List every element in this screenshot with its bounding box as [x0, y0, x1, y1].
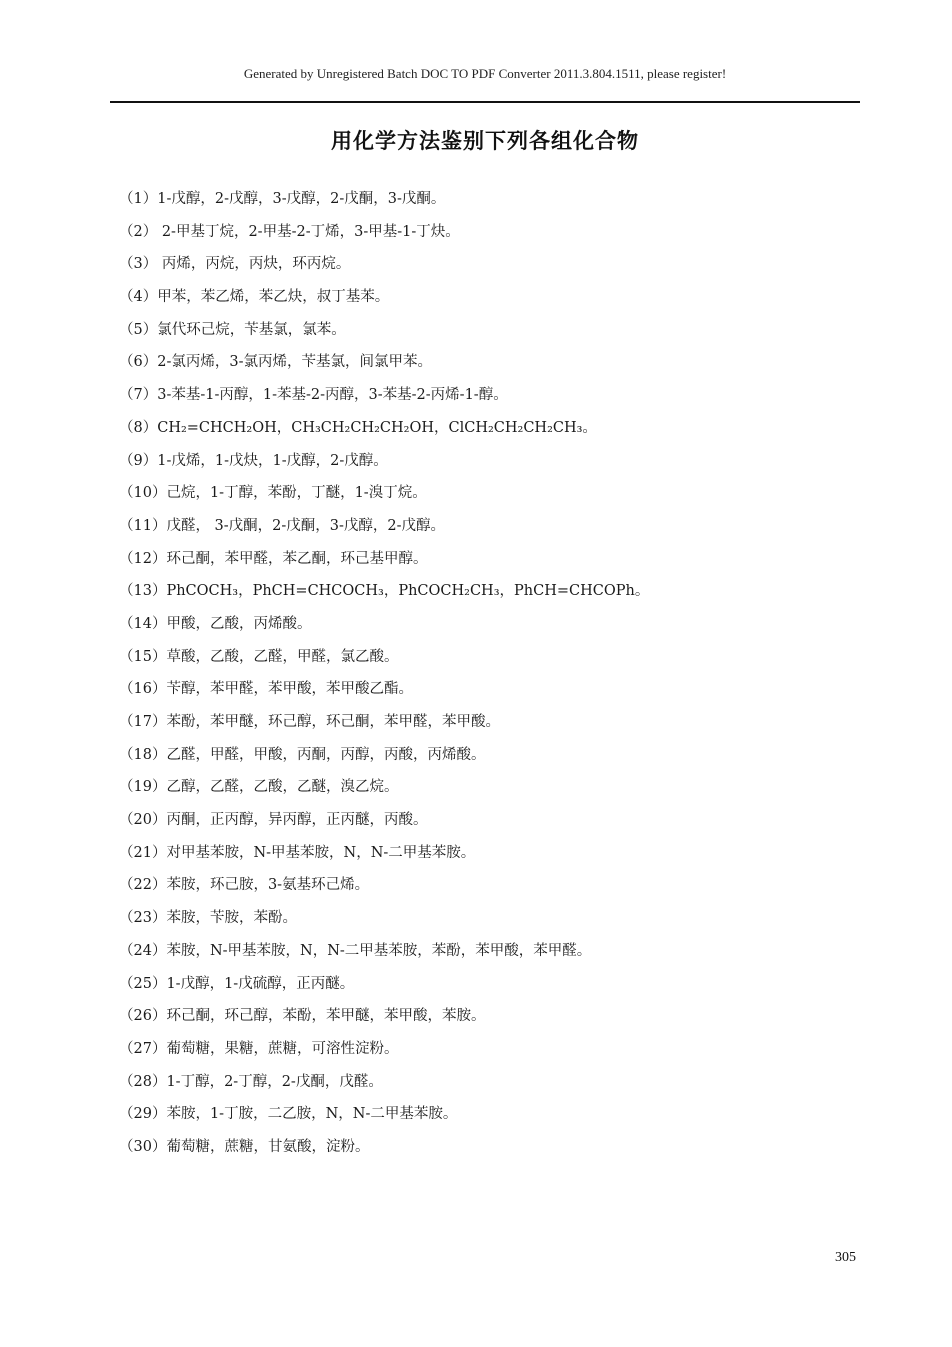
list-item: （19）乙醇，乙醛，乙酸，乙醚，溴乙烷。 — [119, 779, 399, 796]
converter-watermark-note: Generated by Unregistered Batch DOC TO PDF Converter 2011.3.804.1511, please register! — [243, 66, 727, 81]
list-item: （10）己烷，1-丁醇，苯酚，丁醚，1-溴丁烷。 — [119, 485, 427, 502]
list-item: （24）苯胺，N-甲基苯胺，N，N-二甲基苯胺，苯酚，苯甲酸，苯甲醛。 — [119, 942, 592, 959]
page-title: 用化学方法鉴别下列各组化合物 — [331, 128, 639, 153]
list-item: （1）1-戊醇，2-戊醇，3-戊醇，2-戊酮，3-戊酮。 — [119, 191, 446, 207]
list-item: （6）2-氯丙烯，3-氯丙烯，苄基氯，间氯甲苯。 — [119, 354, 432, 371]
list-item: （30）葡萄糖，蔗糖，甘氨酸，淀粉。 — [119, 1138, 370, 1155]
list-item: （3） 丙烯，丙烷，丙炔，环丙烷。 — [119, 256, 351, 273]
list-item: （23）苯胺，苄胺，苯酚。 — [119, 910, 297, 927]
list-item: （4）甲苯，苯乙烯，苯乙炔，叔丁基苯。 — [119, 289, 390, 306]
list-item: （21）对甲基苯胺，N-甲基苯胺，N，N-二甲基苯胺。 — [119, 844, 476, 861]
list-item: （9）1-戊烯，1-戊炔，1-戊醇，2-戊醇。 — [119, 452, 388, 469]
list-item: （7）3-苯基-1-丙醇，1-苯基-2-丙醇，3-苯基-2-丙烯-1-醇。 — [119, 387, 508, 404]
list-item: （17）苯酚，苯甲醚，环己醇，环己酮，苯甲醛，苯甲酸。 — [119, 714, 500, 730]
list-item: （14）甲酸，乙酸，丙烯酸。 — [119, 615, 312, 632]
question-list — [119, 186, 839, 1167]
list-item: （28）1-丁醇，2-丁醇，2-戊酮，戊醛。 — [119, 1073, 383, 1090]
header-divider — [110, 101, 860, 103]
list-item: （13）PhCOCH₃，PhCH=CHCOCH₃，PhCOCH₂CH₃，PhCH=CHCOPh。 — [119, 583, 650, 600]
list-item: （8）CH₂=CHCH₂OH，CH₃CH₂CH₂CH₂OH，ClCH₂CH₂CH₂CH₃。 — [119, 419, 597, 436]
list-item: （18）乙醛，甲醛，甲酸，丙酮，丙醇，丙酸，丙烯酸。 — [119, 746, 486, 763]
list-item: （12）环己酮，苯甲醛，苯乙酮，环己基甲醇。 — [119, 550, 428, 567]
list-item: （25）1-戊醇，1-戊硫醇，正丙醚。 — [119, 975, 355, 992]
list-item: （16）苄醇，苯甲醛，苯甲酸，苯甲酸乙酯。 — [119, 681, 413, 698]
list-item: （11）戊醛， 3-戊酮，2-戊酮，3-戊醇，2-戊醇。 — [119, 517, 446, 534]
list-item: （5）氯代环己烷，苄基氯，氯苯。 — [119, 321, 346, 338]
list-item: （2） 2-甲基丁烷，2-甲基-2-丁烯，3-甲基-1-丁炔。 — [119, 223, 460, 240]
list-item: （22）苯胺，环己胺，3-氨基环己烯。 — [119, 877, 370, 894]
list-item: （15）草酸，乙酸，乙醛，甲醛，氯乙酸。 — [119, 648, 399, 665]
list-item: （27）葡萄糖，果糖，蔗糖，可溶性淀粉。 — [119, 1040, 399, 1057]
list-item: （26）环己酮，环己醇，苯酚，苯甲醚，苯甲酸，苯胺。 — [119, 1008, 486, 1025]
list-item: （29）苯胺，1-丁胺，二乙胺，N，N-二甲基苯胺。 — [119, 1106, 458, 1123]
page-number: 305 — [835, 1250, 856, 1265]
list-item: （20）丙酮，正丙醇，异丙醇，正丙醚，丙酸。 — [119, 812, 428, 829]
